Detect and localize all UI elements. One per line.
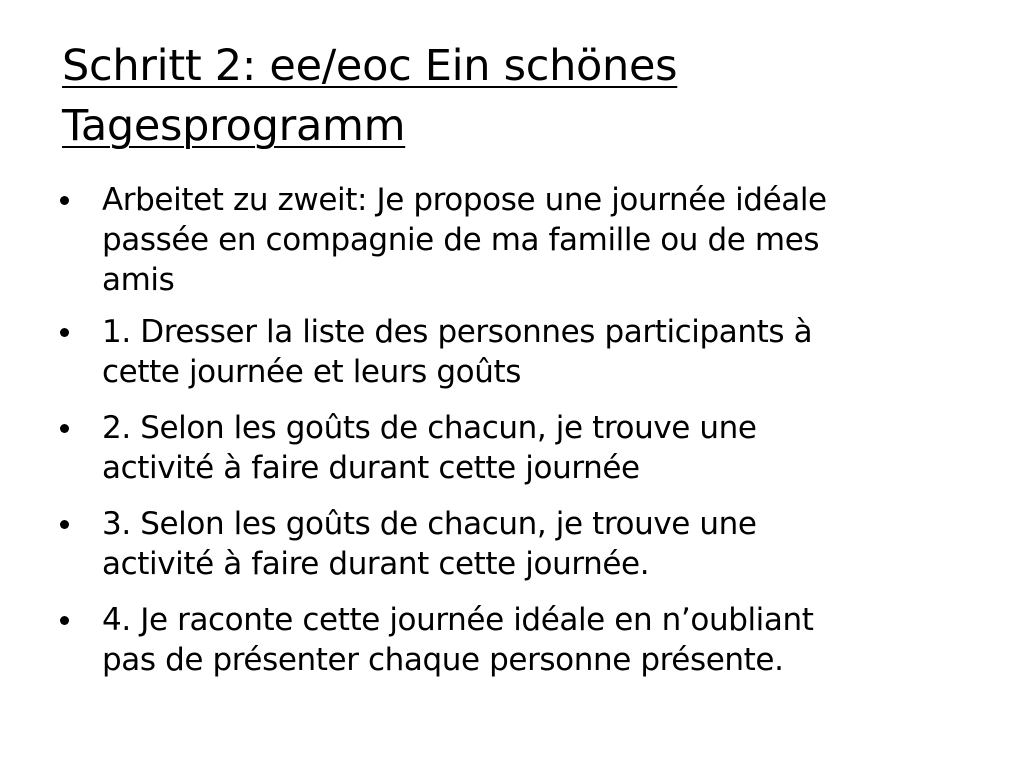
bullet-item-step-3 xyxy=(58,504,968,584)
bullet-line: 4. Je raconte cette journée idéale en n’oubliant xyxy=(102,602,814,638)
bullet-icon xyxy=(60,328,69,337)
bullet-icon xyxy=(60,520,69,529)
bullet-line: cette journée et leurs goûts xyxy=(102,354,521,390)
bullet-icon xyxy=(60,424,69,433)
slide-title-line-2: Tagesprogramm xyxy=(62,101,406,151)
bullet-icon xyxy=(60,196,69,205)
bullet-icon xyxy=(60,616,69,625)
bullet-line: 3. Selon les goûts de chacun, je trouve une xyxy=(102,506,757,542)
bullet-line: passée en compagnie de ma famille ou de mes xyxy=(102,222,820,258)
bullet-item-step-4 xyxy=(58,600,968,680)
bullet-item-intro xyxy=(58,180,968,300)
bullet-line: 2. Selon les goûts de chacun, je trouve une xyxy=(102,410,757,446)
slide-title-line-1: Schritt 2: ee/eoc Ein schönes xyxy=(62,41,678,91)
bullet-item-step-1 xyxy=(58,312,968,392)
bullet-line: 1. Dresser la liste des personnes participants à xyxy=(102,314,813,350)
bullet-line: amis xyxy=(102,262,175,298)
bullet-line: activité à faire durant cette journée. xyxy=(102,546,650,582)
bullet-line: pas de présenter chaque personne présente. xyxy=(102,642,784,678)
bullet-line: activité à faire durant cette journée xyxy=(102,450,640,486)
slide-title xyxy=(62,36,982,156)
bullet-line: Arbeitet zu zweit: Je propose une journée idéale xyxy=(102,182,827,218)
bullet-list xyxy=(58,180,968,696)
bullet-item-step-2 xyxy=(58,408,968,488)
